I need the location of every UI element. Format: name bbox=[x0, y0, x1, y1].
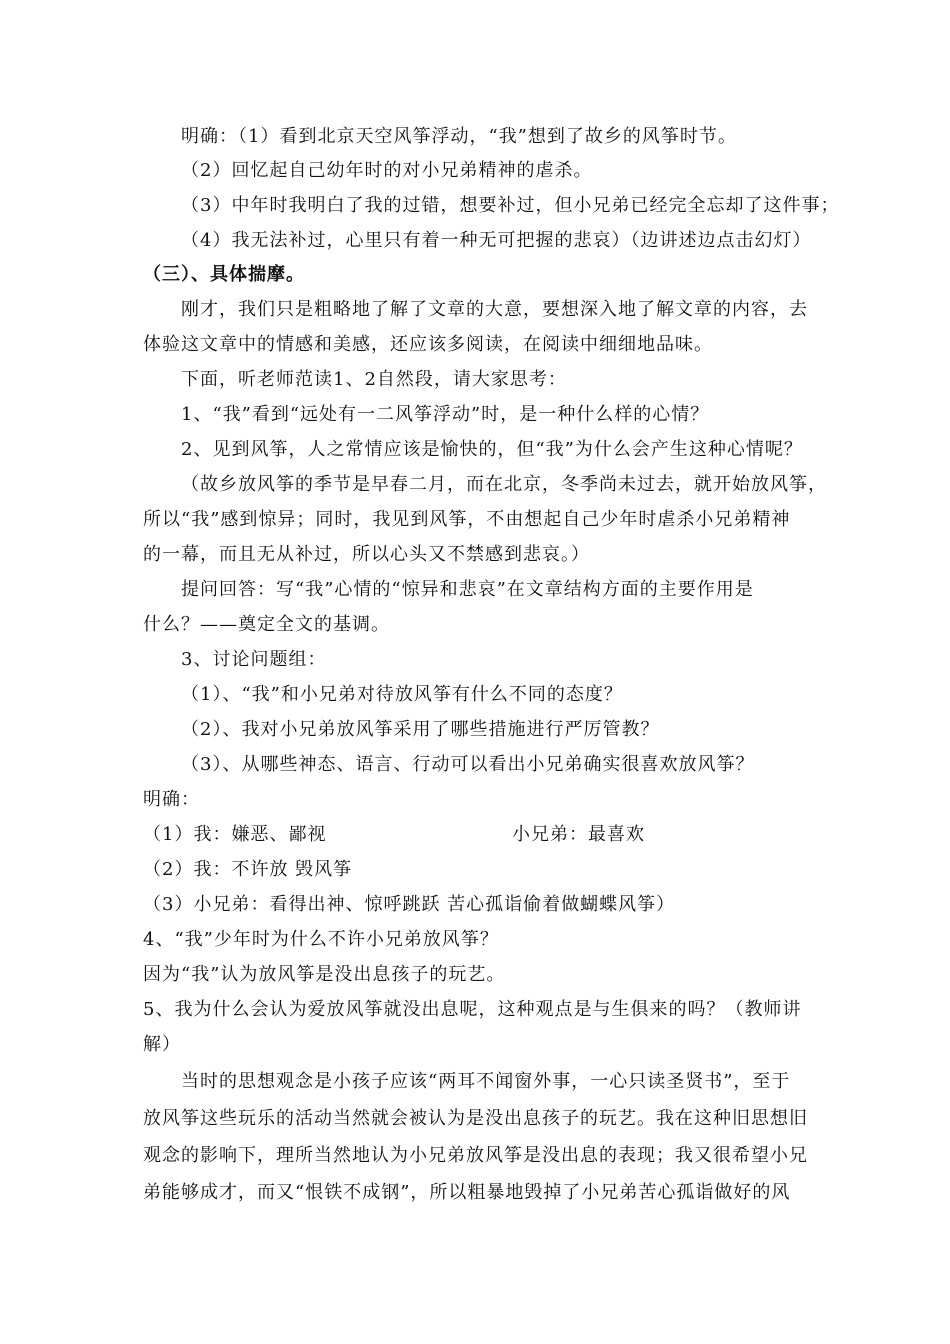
text-line: 解） bbox=[143, 1034, 181, 1055]
text-line: 提问回答：写“我”心情的“惊异和悲哀”在文章结构方面的主要作用是 bbox=[181, 579, 754, 600]
section-heading: （三）、具体揣摩。 bbox=[143, 264, 305, 285]
text-line: 3、讨论问题组： bbox=[181, 649, 327, 670]
text-line: （2）回忆起自己幼年时的对小兄弟精神的虐杀。 bbox=[181, 160, 593, 181]
text-line: 什么？——奠定全文的基调。 bbox=[143, 614, 390, 635]
text-line: 明确：（1）看到北京天空风筝浮动，“我”想到了故乡的风筝时节。 bbox=[181, 126, 737, 147]
text-line: 弟能够成才，而又“恨铁不成钢”，所以粗暴地毁掉了小兄弟苦心孤诣做好的风 bbox=[143, 1182, 791, 1203]
text-line: 的一幕，而且无从补过，所以心头又不禁感到悲哀。） bbox=[143, 544, 590, 565]
text-line: （2）我：不许放 毁风筝 bbox=[143, 859, 353, 880]
text-line: 所以“我”感到惊异；同时，我见到风筝，不由想起自己少年时虐杀小兄弟精神 bbox=[143, 509, 791, 530]
text-line: 4、“我”少年时为什么不许小兄弟放风筝？ bbox=[143, 929, 499, 950]
text-line: （3）小兄弟：看得出神、惊呼跳跃 苦心孤诣偷着做蝴蝶风筝） bbox=[143, 894, 676, 915]
text-line: （1）、“我”和小兄弟对待放风筝有什么不同的态度？ bbox=[181, 684, 623, 705]
text-line: 观念的影响下，理所当然地认为小兄弟放风筝是没出息的表现；我又很希望小兄 bbox=[143, 1145, 808, 1166]
text-line: （1）我：嫌恶、鄙视 bbox=[143, 824, 327, 845]
text-line: 体验这文章中的情感和美感，还应该多阅读，在阅读中细细地品味。 bbox=[143, 334, 713, 355]
text-line: 5、我为什么会认为爱放风筝就没出息呢，这种观点是与生俱来的吗？（教师讲 bbox=[143, 999, 802, 1020]
text-line: 当时的思想观念是小孩子应该“两耳不闻窗外事，一心只读圣贤书”，至于 bbox=[181, 1071, 791, 1092]
text-line: 放风筝这些玩乐的活动当然就会被认为是没出息孩子的玩艺。我在这种旧思想旧 bbox=[143, 1108, 808, 1129]
text-line: （故乡放风筝的季节是早春二月，而在北京，冬季尚未过去，就开始放风筝， bbox=[181, 474, 827, 495]
text-line: 1、“我”看到“远处有一二风筝浮动”时，是一种什么样的心情？ bbox=[181, 404, 710, 425]
text-line: 刚才，我们只是粗略地了解了文章的大意，要想深入地了解文章的内容，去 bbox=[181, 299, 808, 320]
text-line: 2、见到风筝，人之常情应该是愉快的，但“我”为什么会产生这种心情呢？ bbox=[181, 439, 803, 460]
text-line: 下面，听老师范读1、2自然段，请大家思考： bbox=[181, 369, 567, 390]
text-line: 因为“我”认为放风筝是没出息孩子的玩艺。 bbox=[143, 964, 506, 985]
text-line: （3）、从哪些神态、语言、行动可以看出小兄弟确实很喜欢放风筝？ bbox=[181, 754, 755, 775]
text-line: （2）、我对小兄弟放风筝采用了哪些措施进行严厉管教？ bbox=[181, 719, 660, 740]
text-line: （3）中年时我明白了我的过错，想要补过，但小兄弟已经完全忘却了这件事； bbox=[181, 195, 840, 216]
text-line: （4）我无法补过，心里只有着一种无可把握的悲哀）（边讲述边点击幻灯） bbox=[181, 230, 812, 251]
text-line: 明确： bbox=[143, 789, 200, 810]
text-line: 小兄弟：最喜欢 bbox=[512, 824, 645, 845]
